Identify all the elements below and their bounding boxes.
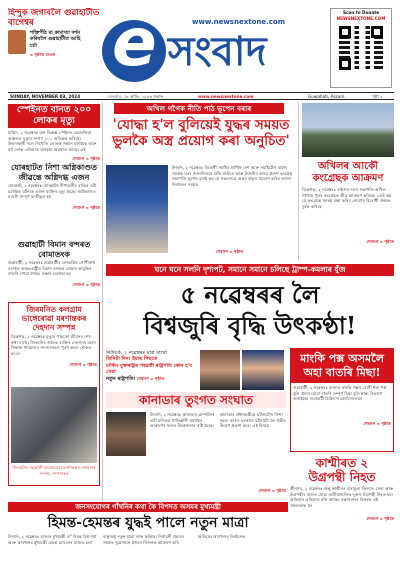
bottom-body: উজনি, ২ নৱেম্বৰঃ ৰাজ্যৰ মুখ্যমন্ত্ৰী ড° হিমন্ত বিশ্ব শৰ্মা আৰু ঝাৰখণ্ডৰ মুখ্যমন্ত্ৰী হেমন্ত চোৰেনৰ মাজত চলা বাক্যুদ্ধই নতুন মাত্ৰা লাভ কৰিছে। নিৰ্বাচনী প্ৰচাৰৰ সময়ত দুয়োজনে ইজনে সিজনক আক্ৰমণ কৰি আহিছে। ঝাৰখণ্ডৰ নিৰ্বাচনত: [8, 534, 246, 545]
donation-body: ডিব্ৰুগড়, ২ নৱেম্বৰঃ মৃত্যুৰ পাছতো জীৱনৰ শেষ কথা ৰাখে। জিৰমনিৰ জনৈক ব্যক্তিৰ দেহদানৰ মহান সিদ্ধান্ত পৰিয়ালৰ সদস্যসকলে পূৰণ কৰে। শোকত ক'লে: [11, 334, 96, 356]
spain-more-link[interactable]: শেষাংশ ৩ পৃষ্ঠাত: [72, 156, 100, 161]
bottom-kicker: জনসংযোগৰ গাঁথনিৰ কথা কৈ বিপদত অসমৰ মুখ্যমন্ত্ৰী: [8, 502, 288, 512]
bottom-headline: হিমন্ত-হেমন্তৰ যুদ্ধই পালে নতুন মাত্ৰা: [47, 515, 249, 531]
main-headline-1: ৫ নৱেম্বৰৰ লৈ: [180, 280, 320, 309]
top-headline: 'যোদ্ধা হ'ল বুলিয়েই যুদ্ধৰ সময়ত ভুলকৈ অস্ত্ৰ প্ৰয়োগ কৰা অনুচিত': [112, 117, 290, 149]
main-body-2: তিনিটা দিন। ইয়াৰ পিছতে: [106, 356, 158, 363]
right-story[interactable]: [302, 103, 394, 261]
right-more-link[interactable]: শেষাংশ ৩ পৃষ্ঠাত: [366, 239, 394, 244]
main-photo-right: [242, 350, 284, 390]
dateline-mid: দেওবাৰ, ১৮ কাতি, ১৯৪৬ শকাব্দ: [108, 94, 164, 99]
canada-body: উজনি, ২ নৱেম্বৰঃ কানাডাৰ ব্ৰাম্পটনৰ এটা মন্দিৰত খালিস্তানী সমৰ্থকৰ আক্ৰমণৰ ফলত উত্তেজনাৰ সৃষ্টি হৈছে। কানাডাৰ প্ৰধানমন্ত্ৰীয়ে ঘটনাটোৰ নিন্দা কৰে। ভাৰত চৰকাৰে ঘটনাটো লৈ গভীৰ উদ্বেগ প্ৰকাশ কৰে। এই বিষয়ে: [150, 412, 286, 429]
main-story-body[interactable]: [106, 350, 284, 390]
kashmir-body: শ্ৰীনগৰ, ২ নৱেম্বৰঃ জন্মু কাশ্মীৰৰ বাৰামুলা জিলাত সেনা আৰু উগ্ৰপন্থীৰ মাজত হোৱা গুলীয়াগুলিত দুজন উগ্ৰপন্থী নিহত হয়। অভিযান এতিয়াও চলি আছে। সন্ত্ৰাসবাদৰ বিৰুদ্ধে এই সফলতাক লৈ: [290, 486, 394, 508]
main-headline[interactable]: [106, 280, 394, 346]
qr-corner-icon: [371, 26, 383, 38]
canada-story[interactable]: [106, 392, 286, 500]
main-headline-2: বিশ্বজুৰি বৃদ্ধি উৎকণ্ঠা!: [143, 311, 357, 340]
kashmir-headline-2: উগ্ৰপন্থী নিহত: [308, 470, 376, 484]
promo-line3: চৰ্চা: [30, 42, 37, 49]
main-body-4: নতুন ৰাষ্ট্ৰপতি।: [106, 375, 136, 382]
election-banner-text: ঘনে ঘনে সলনি দৃশ্যপট, সমানে সমানে চলিছে ট্ৰাম্প-কমলাৰ যুঁজ: [154, 265, 346, 274]
kashmir-story[interactable]: [290, 456, 394, 526]
promo-photo: [8, 30, 26, 54]
election-banner[interactable]: [106, 264, 394, 276]
right-headline-2: কংগ্ৰেছক আক্ৰমণ: [312, 173, 384, 184]
monkeypox-body: গুৱাহাটী, ২ নৱেম্বৰঃ ৰাজ্যত মাংকি পক্সৰ ৰোগী ধৰা পৰা বুলি প্ৰচাৰ হোৱা বাতৰি সম্পূৰ্ণ মিছা বুলি স্বাস্থ্য বিভাগে জনাইছে। গুৱাহাটী চিকিৎসা মহাবিদ্যালয়ৰ: [293, 385, 387, 402]
airport-headline: গুৱাহাটী বিমান বন্দৰত বোমাতংক: [17, 240, 91, 259]
kashmir-headline-1: কাশ্মীৰত ২: [315, 456, 369, 470]
promo-title: হিন্দুক জগাবলৈ গুৱাহাটীত বাগেশ্বৰ: [8, 8, 100, 28]
dateline-city: Guwahati, Assam: [308, 94, 345, 99]
qr-url: NEWSNEXTONE.COM: [336, 15, 386, 21]
dateline-web[interactable]: www.newsnextone.com: [198, 94, 254, 99]
right-photo: [302, 103, 394, 157]
donation-headline: জিৰমনিত কলগ্ৰাম ভাঙ্গেৰোৱা মৰণান্তকৰ দেহদান সম্পন্ন: [21, 305, 87, 332]
main-body-1: নিউয়ৰ্ক, ২ নৱেম্বৰঃ মাত্ৰ মাথো: [106, 350, 168, 356]
masthead-promo[interactable]: [8, 8, 100, 90]
spain-body: মাদ্ৰিদ, ২ নৱেম্বৰঃ বান বিধ্বস্ত স্পেইনৰ ভেলেন্সিয়া অঞ্চলত মৃত্যুৰ সংখ্যা ২০০ অতিক্ৰম কৰিছে। উদ্ধাৰকাৰী দলে নিখোঁজ লোকক সন্ধান চলাইছে আৰু বহু লোক এতিয়াও অসহায় অৱস্থাত আছে। এই: [8, 130, 97, 152]
canada-photo: [106, 412, 146, 456]
spain-headline: স্পেইনত বানত ২০০ লোকৰ মৃত্যু: [8, 104, 100, 128]
left-story-jorhat[interactable]: [8, 163, 100, 219]
top-kicker: অখিল গগৈক নীতি পাঠ ভূপেন বৰাৰ: [114, 103, 284, 114]
jorhat-body: যোৰহাট, ২ নৱেম্বৰঃ যোৰহাটৰ দীপাৱলীৰ ৰাতিৰ এটা মৰ্মান্তিক ঘটনাত এজন ব্যক্তিৰ মৃত্যু হৈছে। অগ্নিকাণ্ডত ঘৰটো সম্পূৰ্ণ ভস্মীভূত হয়: [8, 183, 97, 200]
right-headline-1: অখিলৰ আকৌ: [317, 161, 379, 172]
left-story-airport[interactable]: [8, 240, 100, 292]
jorhat-headline: যোৰহাটত নিশা অগ্নিকাণ্ডত জীৱন্তে অগ্নিদগ্ধ এজন: [11, 163, 97, 182]
top-body: উজনি, ২ নৱেম্বৰঃ বিৰোধী সমষ্টিৰ প্ৰাৰ্থিক দেশ আৰু সমষ্টিটোৰ বাৰ্মাৰ সমস্ত্ৰক ঘৰৰ জালনিগুৰে প্ৰতি যাওঁতে আৰু উজনিৰ অসম প্ৰদেশ কংগ্ৰেছ সভাপতি ভূপেন বৰাই কয় যে সকলোৱে অস্ত্ৰৰ প্ৰকৃত প্ৰয়োগ কৰিব লাগে। নিৰ্বাচনৰ সময়ত: [172, 165, 293, 187]
bottom-story[interactable]: [8, 502, 288, 568]
donation-photo-caption: জিৰমনিৰ ছোৱালী ভাঙ্গেৰোৱা মৰণান্তকৰ দেহদানৰ সম্পন্ন, সম্পাদকৰ: [12, 465, 96, 476]
donation-more-link[interactable]: শেষাংশ ৩ পৃষ্ঠাত: [69, 362, 97, 367]
canada-more-link[interactable]: শেষাংশ ৩ পৃষ্ঠাত: [258, 488, 286, 493]
left-story-spain[interactable]: [8, 104, 100, 162]
monkeypox-more-link[interactable]: শেষাংশ ৩ পৃষ্ঠাত: [363, 421, 391, 426]
jorhat-more-link[interactable]: শেষাংশ ৩ পৃষ্ঠাত: [72, 205, 100, 211]
right-body: ডিব্ৰুগড়, ২ নৱেম্বৰঃ ৰাইজৰ দলৰ সভাপতি অখিল গগৈয়ে পুনৰ কংগ্ৰেছক তীব্ৰ আক্ৰমণ কৰিছে। তেওঁ কয় যে কংগ্ৰেছে সমন্বয় ৰক্ষা কৰিব নোৱাৰি বিৰোধী ঐক্যক দুৰ্বল কৰিছে: [302, 187, 392, 209]
dateline-pages: পৃষ্ঠা ৪: [372, 94, 383, 99]
monkeypox-headline: মাংকি পক্স অসমলৈ অহা বাতৰি মিছা!: [291, 349, 393, 383]
promo-line2: কৰিবলৈ গুৱাহাটীত আহি: [30, 36, 81, 43]
qr-corner-icon: [339, 26, 351, 38]
top-story[interactable]: [106, 103, 296, 263]
promo-line1: শক্তিপীঠ মা কামাখ্যা দৰ্শন: [30, 30, 81, 36]
logo-e-glyph: e: [112, 4, 157, 81]
logo-text: সংবাদ: [168, 29, 267, 75]
donation-photo: [11, 387, 97, 463]
left-story-body-donation[interactable]: [8, 302, 100, 486]
qr-corner-icon: [339, 58, 351, 70]
main-more-link[interactable]: শেষাংশ ৩ পৃষ্ঠাত: [136, 375, 165, 381]
dateline-bar: [8, 92, 394, 100]
masthead-logo[interactable]: [102, 4, 312, 86]
qr-label: Scan to Donate: [342, 10, 380, 15]
canada-headline: কানাডাৰ তুংগত সংঘাত: [106, 392, 286, 408]
dateline-date: SUNDAY, NOVEMBER 03, 2024: [10, 94, 81, 99]
kashmir-more-link[interactable]: শেষাংশ ৩ পৃষ্ঠাত: [366, 516, 394, 521]
airport-body: গুৱাহাটী, ২ নৱেম্বৰঃ গুৱাহাটীৰ লোকপ্ৰিয় গোপীনাথ বৰদলৈ আন্তঃৰাষ্ট্ৰীয় বিমান বন্দৰত বোমাৰ ভাবুকিৰ বাতৰি পোৱা গৈছে। সন্ধান চলোৱা হয়: [8, 260, 96, 277]
top-photo: [106, 165, 168, 253]
main-photo-left: [200, 350, 240, 390]
masthead-website[interactable]: www.newsnextone.com: [192, 18, 286, 26]
qr-donate[interactable]: [330, 8, 392, 88]
top-more-link[interactable]: শেষাংশ ৩ পৃষ্ঠাত: [216, 249, 244, 254]
promo-more-link[interactable]: ৩ পৃষ্ঠাত চাওক: [30, 52, 56, 57]
monkeypox-box[interactable]: [290, 348, 394, 452]
main-body-3: মাৰ্কিন যুক্তৰাষ্ট্ৰৰ পৰৱৰ্তী ৰাষ্ট্ৰপতি কোন হ'ব সেয়া: [106, 362, 193, 376]
airport-more-link[interactable]: শেষাংশ ৩ পৃষ্ঠাত: [72, 282, 100, 288]
